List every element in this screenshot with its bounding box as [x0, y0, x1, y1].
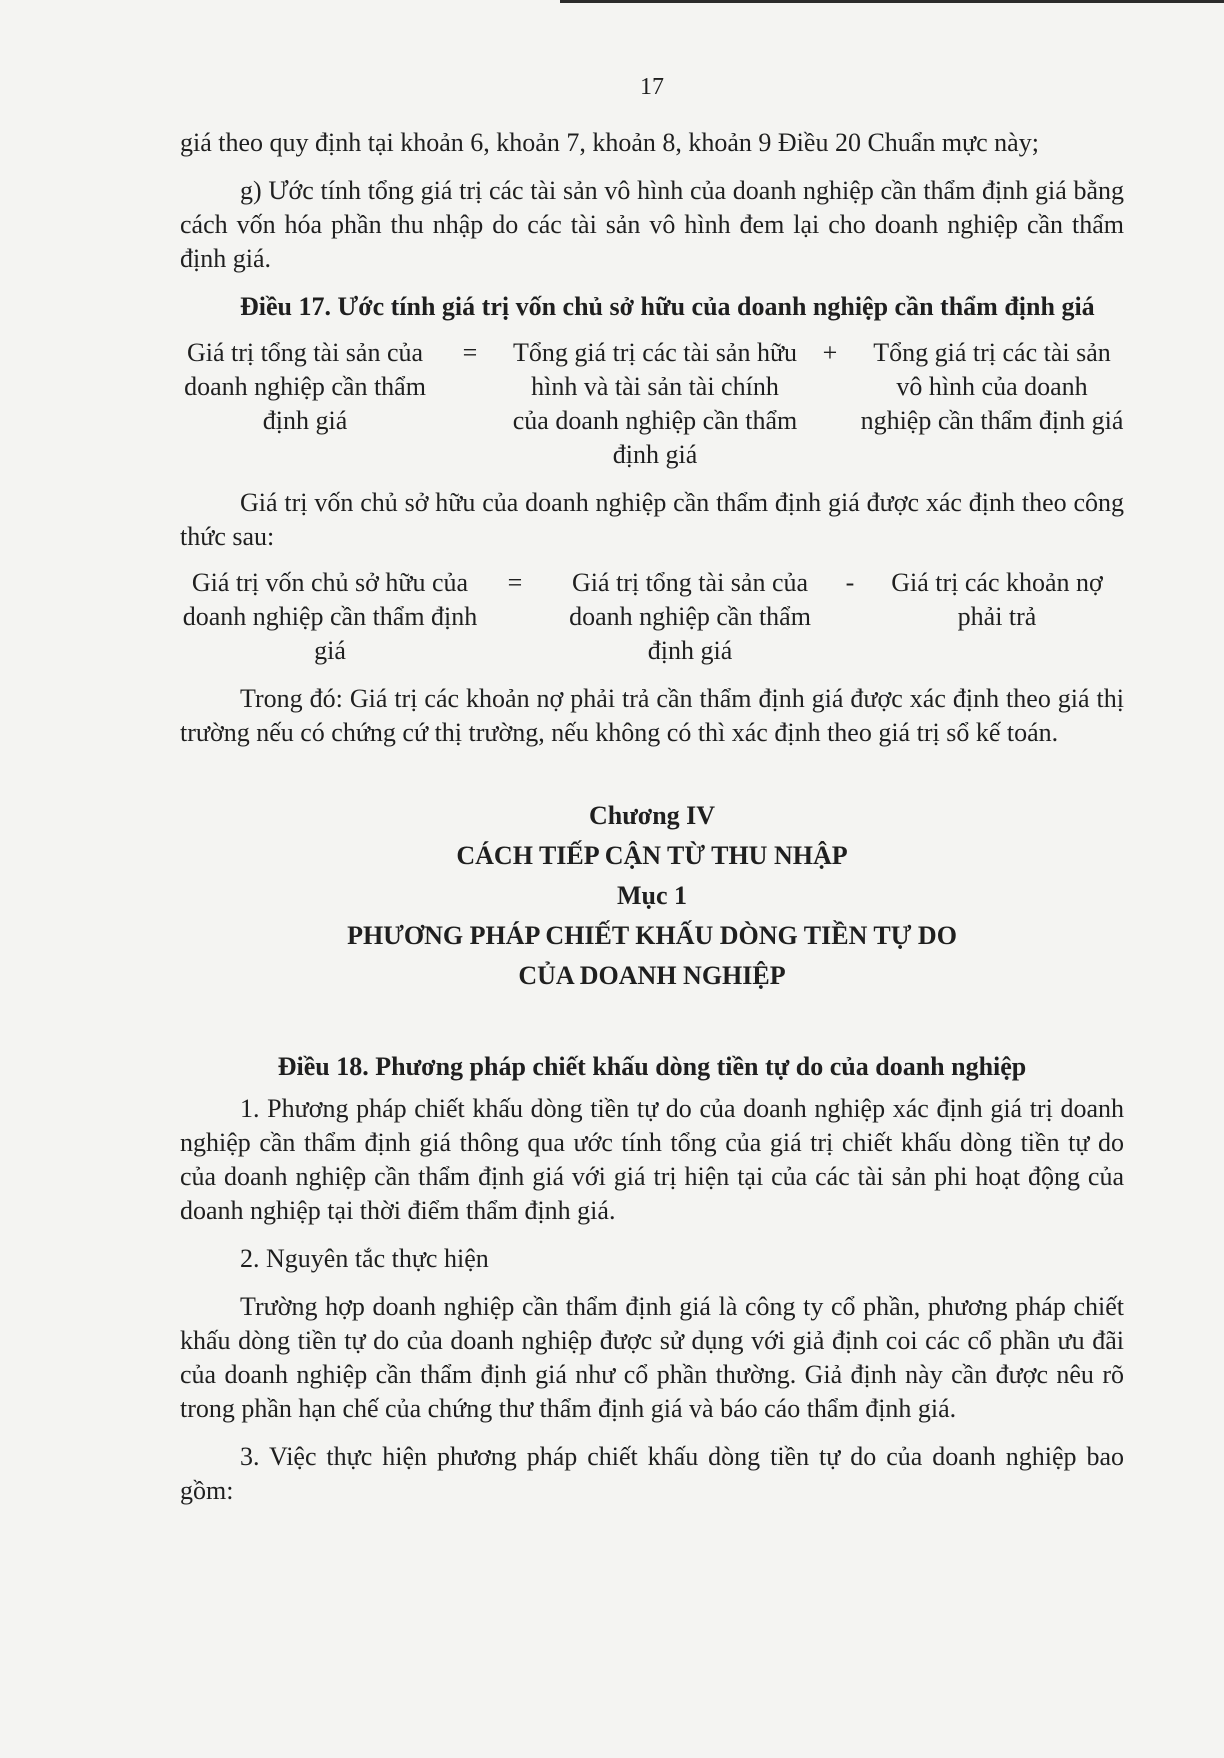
formula2-middle-term: Giá trị tổng tài sản của doanh nghiệp cần thẩm định giá [569, 568, 811, 665]
paragraph-18-1: 1. Phương pháp chiết khấu dòng tiền tự do của doanh nghiệp xác định giá trị doanh nghiệp cần thẩm định giá thông qua ước tính tổng của giá trị chiết khấu dòng tiền tự do của doanh nghiệp cần thẩm định giá với giá trị hiện tại của các tài sản phi hoạt động của doanh nghiệp tại thời điểm thẩm định giá. [180, 1094, 1124, 1225]
paragraph-item-g: g) Ước tính tổng giá trị các tài sản vô hình của doanh nghiệp cần thẩm định giá bằng cách vốn hóa phần thu nhập do các tài sản vô hình đem lại cho doanh nghiệp cần thẩm định giá. [180, 176, 1124, 273]
formula2-right-term: Giá trị các khoản nợ phải trả [891, 568, 1103, 631]
section-title-line-2: CỦA DOANH NGHIỆP [518, 961, 786, 990]
section-title-line-1: PHƯƠNG PHÁP CHIẾT KHẤU DÒNG TIỀN TỰ DO [347, 921, 957, 950]
paragraph-liabilities-note: Trong đó: Giá trị các khoản nợ phải trả cần thẩm định giá được xác định theo giá thị trường nếu có chứng cứ thị trường, nếu không có thì xác định theo giá trị sổ kế toán. [180, 684, 1124, 747]
section-number: Mục 1 [616, 881, 688, 910]
paragraph-equity-intro: Giá trị vốn chủ sở hữu của doanh nghiệp cần thẩm định giá được xác định theo công thức sau: [180, 488, 1124, 551]
formula2-minus-sign: - [845, 568, 855, 597]
page-number: 17 [640, 74, 664, 100]
paragraph-18-2-body: Trường hợp doanh nghiệp cần thẩm định giá là công ty cổ phần, phương pháp chiết khấu dòng tiền tự do của doanh nghiệp được sử dụng với giả định coi các cổ phần ưu đãi của doanh nghiệp cần thẩm định giá như cổ phần thường. Giả định này cần được nêu rõ trong phần hạn chế của chứng thư thẩm định giá và báo cáo thẩm định giá. [180, 1292, 1124, 1423]
formula1-middle-term: Tổng giá trị các tài sản hữu hình và tài sản tài chính của doanh nghiệp cần thẩm định giá [512, 338, 798, 469]
paragraph-continuation: giá theo quy định tại khoản 6, khoản 7, khoản 8, khoản 9 Điều 20 Chuẩn mực này; [180, 128, 1039, 157]
article-17-title: Điều 17. Ước tính giá trị vốn chủ sở hữu của doanh nghiệp cần thẩm định giá [240, 292, 1095, 321]
formula1-right-term: Tổng giá trị các tài sản vô hình của doanh nghiệp cần thẩm định giá [860, 338, 1124, 435]
document-page [180, 70, 1124, 1508]
formula1-equals-sign: = [462, 338, 478, 367]
top-border-line [560, 0, 1224, 3]
formula-equity-value [180, 566, 1124, 668]
formula-total-assets [180, 336, 1124, 472]
chapter-number: Chương IV [588, 801, 716, 830]
paragraph-18-2-heading: 2. Nguyên tắc thực hiện [240, 1244, 489, 1273]
article-18-title: Điều 18. Phương pháp chiết khấu dòng tiền tự do của doanh nghiệp [277, 1052, 1027, 1081]
formula1-plus-sign: + [822, 338, 838, 367]
formula2-left-term: Giá trị vốn chủ sở hữu của doanh nghiệp cần thẩm định giá [182, 568, 478, 665]
chapter-heading [180, 796, 1124, 996]
formula2-equals-sign: = [507, 568, 523, 597]
paragraph-18-3: 3. Việc thực hiện phương pháp chiết khấu dòng tiền tự do của doanh nghiệp bao gồm: [180, 1442, 1124, 1505]
chapter-title: CÁCH TIẾP CẬN TỪ THU NHẬP [456, 841, 848, 870]
formula1-left-term: Giá trị tổng tài sản của doanh nghiệp cần thẩm định giá [184, 338, 426, 435]
